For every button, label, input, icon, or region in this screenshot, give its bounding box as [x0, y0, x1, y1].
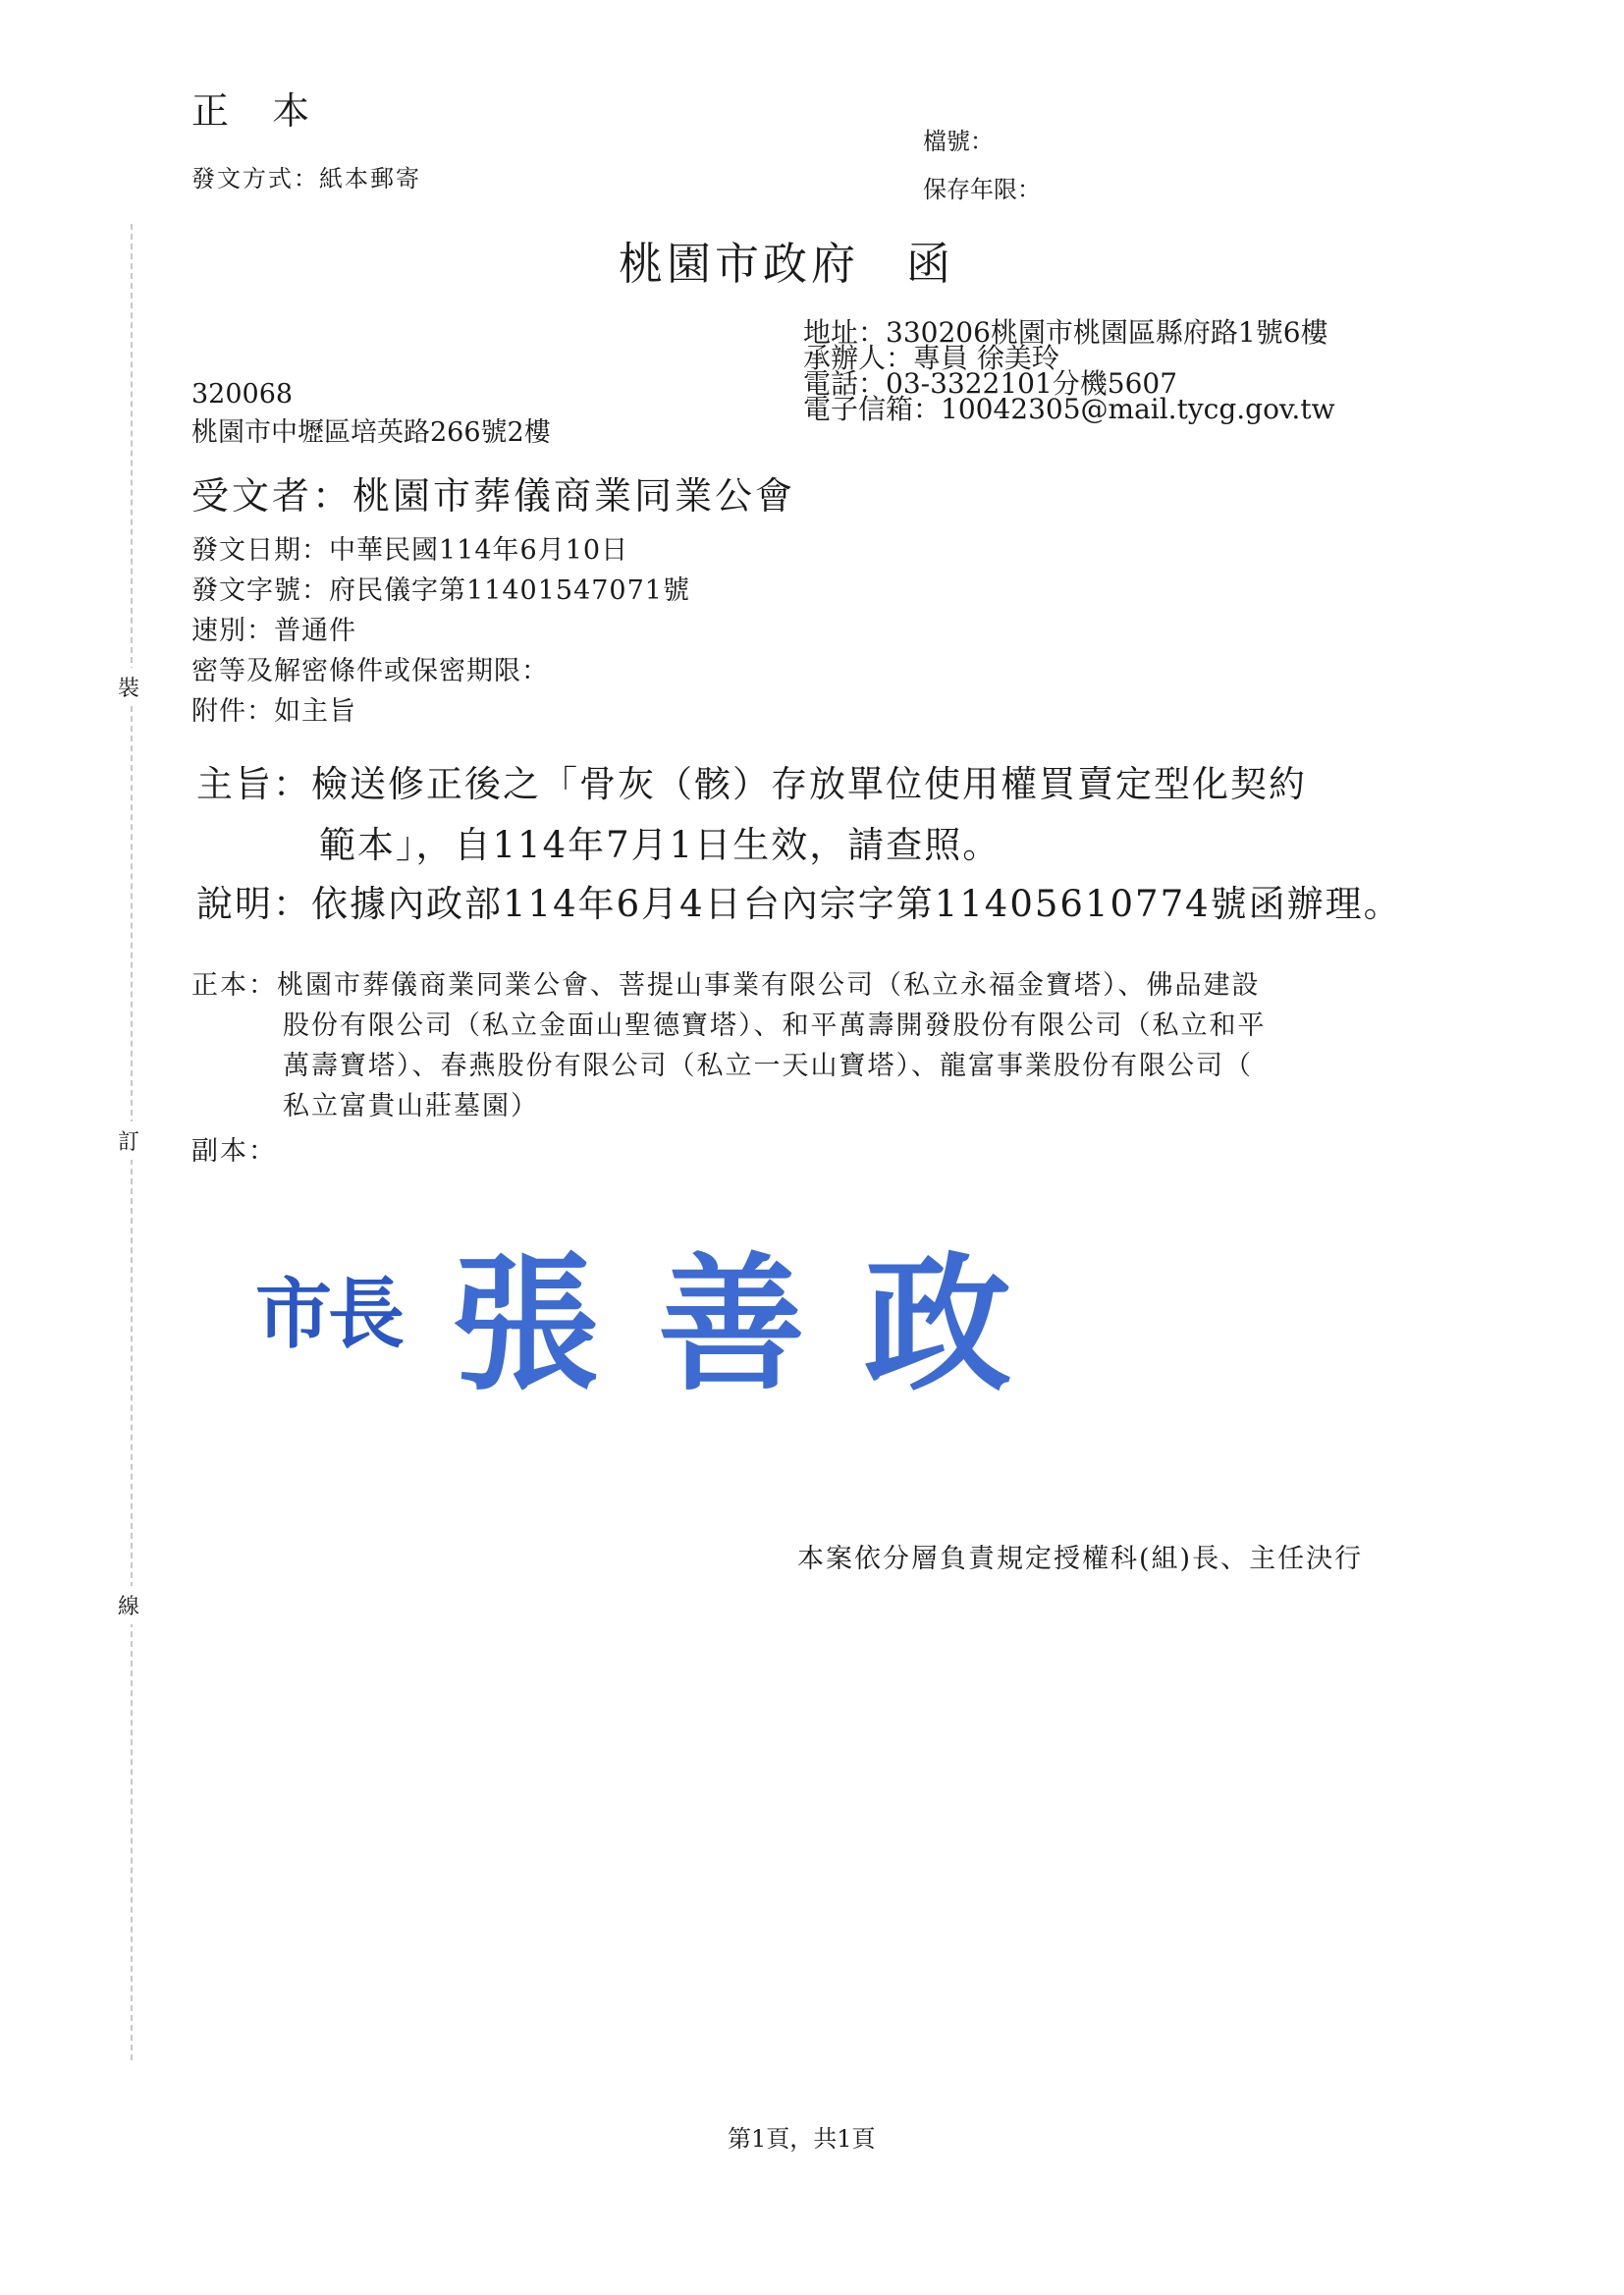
explanation: 說明：依據內政部114年6月4日台內宗字第11405610774號函辦理。	[196, 883, 1402, 925]
copy-recipients: 副本：	[191, 1136, 277, 1167]
cc-line-4: 私立富貴山莊墓園）	[283, 1091, 539, 1121]
sender-phone: 電話：03-3322101分機5607	[803, 367, 1178, 400]
attachment: 附件：如主旨	[191, 696, 356, 727]
title-doc-type: 函	[906, 238, 955, 290]
binding-mark-ding: 訂	[118, 1121, 139, 1160]
urgency: 速別：普通件	[191, 616, 356, 646]
document-title	[619, 228, 954, 292]
sender-email: 電子信箱：10042305@mail.tycg.gov.tw	[803, 393, 1335, 425]
sender-contact-person: 承辦人：專員 徐美玲	[803, 342, 1059, 374]
page-footer: 第1頁，共1頁	[728, 2125, 876, 2153]
sender-address: 地址：330206桃園市桃園區縣府路1號6樓	[803, 316, 1328, 349]
recipient-address	[191, 375, 551, 452]
title-org: 桃園市政府	[619, 238, 860, 290]
document-number: 發文字號：府民儀字第11401547071號	[191, 575, 690, 606]
file-number-label: 檔號：	[923, 128, 994, 155]
subject	[196, 754, 1307, 876]
binding-mark-xian: 線	[118, 1586, 139, 1624]
dispatch-method: 發文方式：紙本郵寄	[191, 165, 421, 192]
document-meta	[191, 530, 690, 732]
copy-type: 正 本	[191, 89, 326, 133]
seal-name: 張善政	[452, 1238, 1071, 1411]
recipient-street-address: 桃園市中壢區培英路266號2樓	[191, 417, 551, 448]
subject-line-1: 主旨：檢送修正後之「骨灰（骸）存放單位使用權買賣定型化契約	[196, 763, 1307, 805]
cc-line-3: 萬壽寶塔）、春燕股份有限公司（私立一天山寶塔）、龍富事業股份有限公司（	[283, 1051, 1253, 1081]
original-recipients	[191, 965, 1267, 1126]
subject-line-2: 範本」，自114年7月1日生效，請查照。	[319, 824, 1001, 866]
sender-info	[803, 316, 1335, 425]
mayor-seal-stamp	[255, 1206, 1071, 1411]
cc-line-1: 正本：桃園市葬儀商業同業公會、菩提山事業有限公司（私立永福金寶塔）、佛品建設	[191, 970, 1261, 1001]
seal-title: 市長	[255, 1270, 402, 1359]
delegation-note: 本案依分層負責規定授權科(組)長、主任決行	[797, 1544, 1364, 1574]
cc-line-2: 股份有限公司（私立金面山聖德寶塔）、和平萬壽開發股份有限公司（私立和平	[283, 1011, 1267, 1041]
retention-label: 保存年限：	[923, 176, 1041, 203]
issue-date: 發文日期：中華民國114年6月10日	[191, 535, 629, 566]
recipient: 受文者：桃園市葬儀商業同業公會	[191, 474, 796, 518]
binding-mark-zhuang: 裝	[118, 668, 139, 706]
recipient-postal-code: 320068	[191, 379, 294, 410]
confidentiality: 密等及解密條件或保密期限：	[191, 656, 549, 686]
